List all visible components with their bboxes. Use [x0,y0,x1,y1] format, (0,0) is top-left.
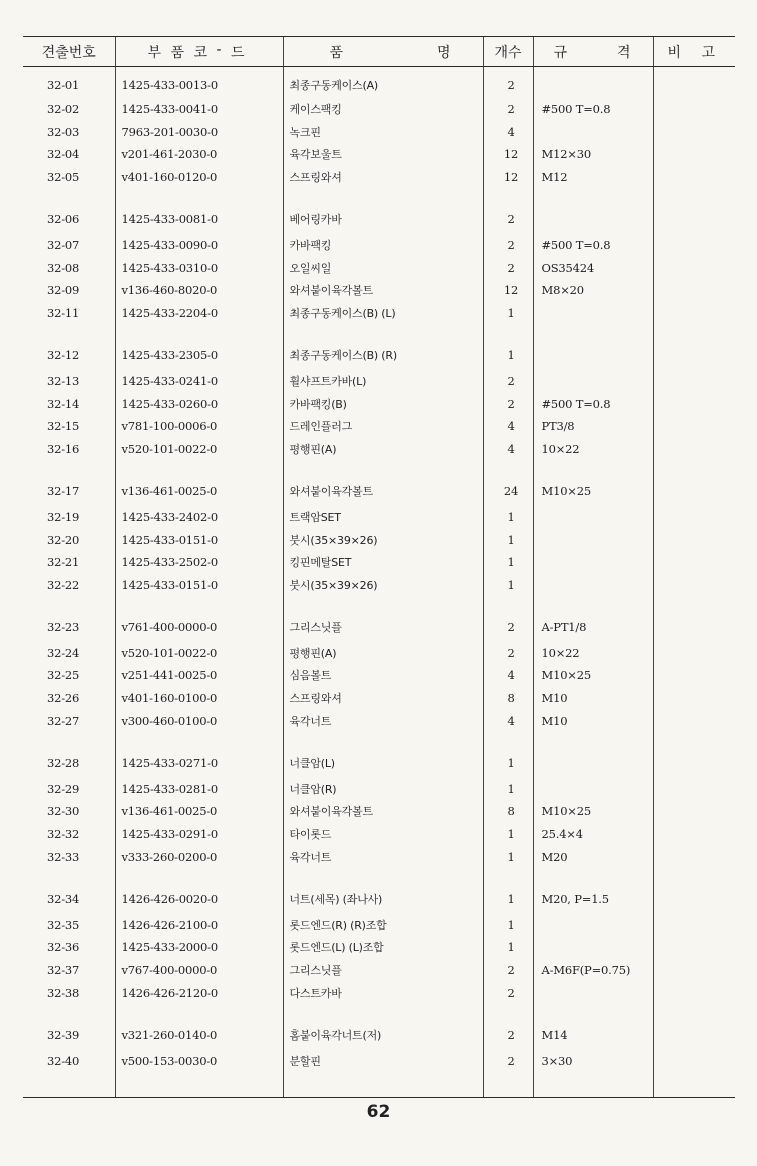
cell-part-name: 오일씨일 [283,259,483,282]
parts-table [23,36,735,1098]
table-row [23,417,735,440]
cell-part-name: 너클암(R) [283,780,483,803]
cell-ref-number: 32-13 [47,373,80,388]
cell-specification [533,531,653,554]
table-row [23,372,735,395]
cell-quantity: 1 [483,870,533,915]
cell-quantity: 12 [483,145,533,168]
empty-cell [653,1074,735,1097]
cell-part-code: 1425-433-0241-0 [115,372,283,395]
cell-part-name: 그리스닛플 [283,961,483,984]
cell-part-code: 1425-433-0271-0 [115,734,283,779]
cell-quantity: 8 [483,802,533,825]
cell-part-code: 1425-433-0013-0 [115,67,283,101]
cell-remarks [653,870,735,915]
cell-part-name: 최종구동케이스(B) (R) [283,327,483,372]
cell-specification: 25.4×4 [533,825,653,848]
cell-part-code: 1425-433-0090-0 [115,236,283,259]
table-row [23,553,735,576]
cell-remarks [653,984,735,1007]
cell-ref-number: 32-07 [47,238,80,252]
table-row [23,67,735,101]
cell-ref-number: 32-14 [47,396,80,411]
cell-remarks [653,916,735,939]
table-row [23,576,735,599]
cell-part-code: v321-260-0140-0 [115,1006,283,1051]
cell-quantity: 1 [483,531,533,554]
cell-quantity: 2 [483,259,533,282]
cell-specification: #500 T=0.8 [533,395,653,418]
header-label: 품 명 [329,44,451,61]
table-row [23,259,735,282]
table-row [23,508,735,531]
empty-cell [115,1074,283,1097]
cell-specification: M10 [533,712,653,735]
cell-quantity: 24 [483,463,533,508]
cell-remarks [653,1006,735,1051]
table-row [23,123,735,146]
cell-part-code: v500-153-0030-0 [115,1052,283,1075]
cell-ref-number: 32-03 [47,124,80,139]
cell-quantity: 2 [483,372,533,395]
cell-part-name: 평행핀(A) [283,644,483,667]
table-row [23,870,735,915]
cell-remarks [653,168,735,191]
cell-quantity: 2 [483,1052,533,1075]
cell-remarks [653,938,735,961]
table-row [23,100,735,123]
cell-quantity: 2 [483,395,533,418]
cell-part-code: v136-460-8020-0 [115,281,283,304]
cell-quantity: 12 [483,281,533,304]
cell-specification: #500 T=0.8 [533,100,653,123]
table-row [23,802,735,825]
cell-part-name: 육각너트 [283,848,483,871]
cell-quantity: 2 [483,67,533,101]
cell-ref-number: 32-22 [47,577,80,592]
cell-quantity: 1 [483,508,533,531]
cell-part-name: 최종구동케이스(A) [283,67,483,101]
table-filler-row [23,1074,735,1097]
cell-quantity: 1 [483,825,533,848]
cell-remarks [653,327,735,372]
header-label: 부 품 코 - 드 [147,41,245,61]
cell-part-code: 1425-433-0151-0 [115,531,283,554]
cell-part-code: v781-100-0006-0 [115,417,283,440]
cell-ref-number: 32-35 [47,917,80,932]
cell-part-code: v201-461-2030-0 [115,145,283,168]
cell-specification: M10×25 [533,463,653,508]
empty-cell [533,1074,653,1097]
cell-ref-number: 32-12 [47,348,80,363]
cell-specification [533,327,653,372]
cell-part-name: 트랙암SET [283,508,483,531]
cell-part-name: 그리스닛플 [283,598,483,643]
cell-part-name: 너클암(L) [283,734,483,779]
cell-specification [533,576,653,599]
table-row [23,236,735,259]
cell-part-name: 케이스팩킹 [283,100,483,123]
cell-ref-number: 32-37 [47,962,80,977]
cell-quantity: 12 [483,168,533,191]
cell-part-code: 1425-433-2305-0 [115,327,283,372]
cell-part-code: v767-400-0000-0 [115,961,283,984]
cell-remarks [653,825,735,848]
table-row [23,961,735,984]
cell-specification: M10 [533,689,653,712]
table-row [23,463,735,508]
table-row [23,145,735,168]
cell-ref-number: 32-34 [47,892,80,906]
cell-remarks [653,598,735,643]
cell-quantity: 2 [483,644,533,667]
cell-ref-number: 32-39 [47,1027,80,1042]
cell-part-code: 1425-433-0081-0 [115,191,283,236]
cell-ref-number: 32-17 [47,484,80,499]
cell-remarks [653,191,735,236]
cell-remarks [653,689,735,712]
cell-ref-number: 32-15 [47,419,80,434]
table-row [23,395,735,418]
cell-specification [533,372,653,395]
cell-part-code: v761-400-0000-0 [115,598,283,643]
cell-ref-number: 32-38 [47,985,80,1000]
cell-quantity: 2 [483,984,533,1007]
cell-quantity: 1 [483,916,533,939]
cell-specification [533,508,653,531]
cell-part-code: 1426-426-0020-0 [115,870,283,915]
table-row [23,1006,735,1051]
cell-specification [533,191,653,236]
cell-remarks [653,395,735,418]
cell-part-code: 1425-433-2204-0 [115,304,283,327]
cell-remarks [653,463,735,508]
cell-part-name: 카바팩킹 [283,236,483,259]
cell-remarks [653,259,735,282]
cell-remarks [653,304,735,327]
header-ref-number: 견출번호 [23,37,115,67]
cell-part-code: 1425-433-0281-0 [115,780,283,803]
cell-remarks [653,848,735,871]
cell-remarks [653,576,735,599]
empty-cell [283,1074,483,1097]
cell-quantity: 8 [483,689,533,712]
cell-remarks [653,372,735,395]
cell-remarks [653,417,735,440]
cell-remarks [653,666,735,689]
cell-ref-number: 32-24 [47,645,80,660]
table-row [23,598,735,643]
cell-part-code: 1425-433-2502-0 [115,553,283,576]
cell-remarks [653,145,735,168]
cell-ref-number: 32-28 [47,756,80,771]
cell-specification: M14 [533,1006,653,1051]
cell-part-name: 홈붙이육각너트(저) [283,1006,483,1051]
cell-part-code: 1425-433-0260-0 [115,395,283,418]
cell-part-name: 와셔붙이육각볼트 [283,281,483,304]
cell-specification [533,123,653,146]
cell-part-name: 육각너트 [283,712,483,735]
cell-part-name: 붓시(35×39×26) [283,531,483,554]
cell-part-code: 1426-426-2100-0 [115,916,283,939]
cell-ref-number: 32-02 [47,102,80,117]
empty-cell [483,1074,533,1097]
empty-cell [23,1074,115,1097]
cell-remarks [653,553,735,576]
cell-part-name: 스프링와셔 [283,689,483,712]
page-number: 62 [366,1102,391,1122]
cell-specification [533,304,653,327]
cell-quantity: 2 [483,236,533,259]
table-row [23,734,735,779]
header-quantity: 개수 [483,37,533,67]
cell-quantity: 2 [483,100,533,123]
cell-part-code: v136-461-0025-0 [115,802,283,825]
cell-quantity: 4 [483,440,533,463]
cell-part-code: 1425-433-0291-0 [115,825,283,848]
table-row [23,440,735,463]
table-row [23,825,735,848]
cell-ref-number: 32-21 [47,555,80,570]
table-row [23,327,735,372]
cell-part-code: 1425-433-0310-0 [115,259,283,282]
cell-part-code: v333-260-0200-0 [115,848,283,871]
cell-specification: M10×25 [533,666,653,689]
cell-specification: M20, P=1.5 [533,870,653,915]
cell-remarks [653,734,735,779]
cell-remarks [653,780,735,803]
cell-quantity: 4 [483,666,533,689]
cell-ref-number: 32-19 [47,509,80,524]
table-row [23,712,735,735]
cell-part-code: 1425-433-2000-0 [115,938,283,961]
cell-specification [533,780,653,803]
cell-specification [533,938,653,961]
cell-quantity: 4 [483,123,533,146]
cell-specification: M20 [533,848,653,871]
cell-ref-number: 32-01 [47,78,80,92]
cell-quantity: 1 [483,553,533,576]
cell-part-name: 휠샤프트카바(L) [283,372,483,395]
cell-ref-number: 32-30 [47,804,80,819]
header-part-name [283,37,483,67]
cell-remarks [653,644,735,667]
cell-part-name: 베어링카바 [283,191,483,236]
cell-part-name: 와셔붙이육각볼트 [283,802,483,825]
cell-part-code: 1425-433-0041-0 [115,100,283,123]
table-row [23,689,735,712]
cell-part-code: v401-160-0100-0 [115,689,283,712]
cell-quantity: 4 [483,712,533,735]
table-row [23,531,735,554]
cell-quantity: 4 [483,417,533,440]
cell-quantity: 1 [483,780,533,803]
cell-specification: M8×20 [533,281,653,304]
cell-part-name: 최종구동케이스(B) (L) [283,304,483,327]
cell-ref-number: 32-27 [47,713,80,728]
cell-remarks [653,961,735,984]
cell-part-code: v136-461-0025-0 [115,463,283,508]
cell-ref-number: 32-26 [47,691,80,706]
cell-ref-number: 32-23 [47,620,80,635]
cell-ref-number: 32-16 [47,441,80,456]
table-row [23,938,735,961]
cell-quantity: 2 [483,1006,533,1051]
cell-quantity: 1 [483,576,533,599]
cell-remarks [653,1052,735,1075]
table-row [23,168,735,191]
table-row [23,848,735,871]
cell-specification [533,916,653,939]
cell-remarks [653,236,735,259]
cell-specification [533,553,653,576]
cell-remarks [653,508,735,531]
cell-specification: #500 T=0.8 [533,236,653,259]
cell-part-name: 카바팩킹(B) [283,395,483,418]
cell-part-name: 드레인플러그 [283,417,483,440]
cell-ref-number: 32-04 [47,147,80,162]
cell-part-code: v520-101-0022-0 [115,440,283,463]
cell-ref-number: 32-20 [47,532,80,547]
cell-specification: M12×30 [533,145,653,168]
cell-part-name: 롯드엔드(R) (R)조합 [283,916,483,939]
cell-remarks [653,440,735,463]
cell-remarks [653,531,735,554]
parts-table-body [23,67,735,1098]
cell-part-name: 육각보울트 [283,145,483,168]
cell-specification: 10×22 [533,440,653,463]
cell-remarks [653,67,735,101]
cell-remarks [653,123,735,146]
table-row [23,1052,735,1075]
cell-part-code: v520-101-0022-0 [115,644,283,667]
cell-specification: 10×22 [533,644,653,667]
cell-specification: A-PT1/8 [533,598,653,643]
cell-part-name: 녹크핀 [283,123,483,146]
cell-ref-number: 32-05 [47,170,80,185]
header-remarks [653,37,735,67]
table-row [23,780,735,803]
cell-part-name: 너트(세목) (좌나사) [283,870,483,915]
table-row [23,281,735,304]
cell-ref-number: 32-33 [47,849,80,864]
cell-specification [533,984,653,1007]
cell-quantity: 2 [483,191,533,236]
cell-quantity: 1 [483,327,533,372]
cell-part-name: 타이롯드 [283,825,483,848]
cell-part-name: 분할핀 [283,1052,483,1075]
cell-specification [533,734,653,779]
table-row [23,304,735,327]
cell-ref-number: 32-40 [47,1053,80,1068]
cell-remarks [653,100,735,123]
cell-part-code: 1425-433-0151-0 [115,576,283,599]
cell-ref-number: 32-32 [47,827,80,841]
cell-part-name: 와셔붙이육각볼트 [283,463,483,508]
cell-part-code: v401-160-0120-0 [115,168,283,191]
cell-specification: M12 [533,168,653,191]
cell-remarks [653,712,735,735]
cell-remarks [653,802,735,825]
cell-ref-number: 32-09 [47,283,80,298]
cell-ref-number: 32-08 [47,260,80,275]
table-header-row [23,37,735,67]
cell-ref-number: 32-36 [47,940,80,955]
header-label: 규 격 [553,44,631,61]
header-specification [533,37,653,67]
cell-part-code: v251-441-0025-0 [115,666,283,689]
cell-specification: 3×30 [533,1052,653,1075]
cell-specification: M10×25 [533,802,653,825]
cell-part-name: 스프링와셔 [283,168,483,191]
cell-ref-number: 32-11 [47,305,80,320]
table-row [23,916,735,939]
table-row [23,984,735,1007]
cell-part-code: v300-460-0100-0 [115,712,283,735]
table-row [23,644,735,667]
cell-specification [533,67,653,101]
cell-quantity: 1 [483,304,533,327]
cell-quantity: 1 [483,734,533,779]
header-part-code [115,37,283,67]
cell-part-name: 심음볼트 [283,666,483,689]
cell-ref-number: 32-25 [47,668,80,683]
cell-part-name: 붓시(35×39×26) [283,576,483,599]
cell-specification: A-M6F(P=0.75) [533,961,653,984]
cell-part-code: 7963-201-0030-0 [115,123,283,146]
cell-part-name: 롯드엔드(L) (L)조합 [283,938,483,961]
cell-ref-number: 32-06 [47,212,80,227]
cell-part-code: 1425-433-2402-0 [115,508,283,531]
cell-quantity: 2 [483,961,533,984]
cell-part-name: 다스트카바 [283,984,483,1007]
table-row [23,666,735,689]
cell-ref-number: 32-29 [47,781,80,796]
cell-quantity: 2 [483,598,533,643]
cell-part-code: 1426-426-2120-0 [115,984,283,1007]
header-label: 비 고 [667,44,715,61]
table-row [23,191,735,236]
cell-quantity: 1 [483,938,533,961]
cell-remarks [653,281,735,304]
cell-specification: OS35424 [533,259,653,282]
cell-part-name: 평행핀(A) [283,440,483,463]
cell-part-name: 킹핀메탈SET [283,553,483,576]
cell-quantity: 1 [483,848,533,871]
cell-specification: PT3/8 [533,417,653,440]
